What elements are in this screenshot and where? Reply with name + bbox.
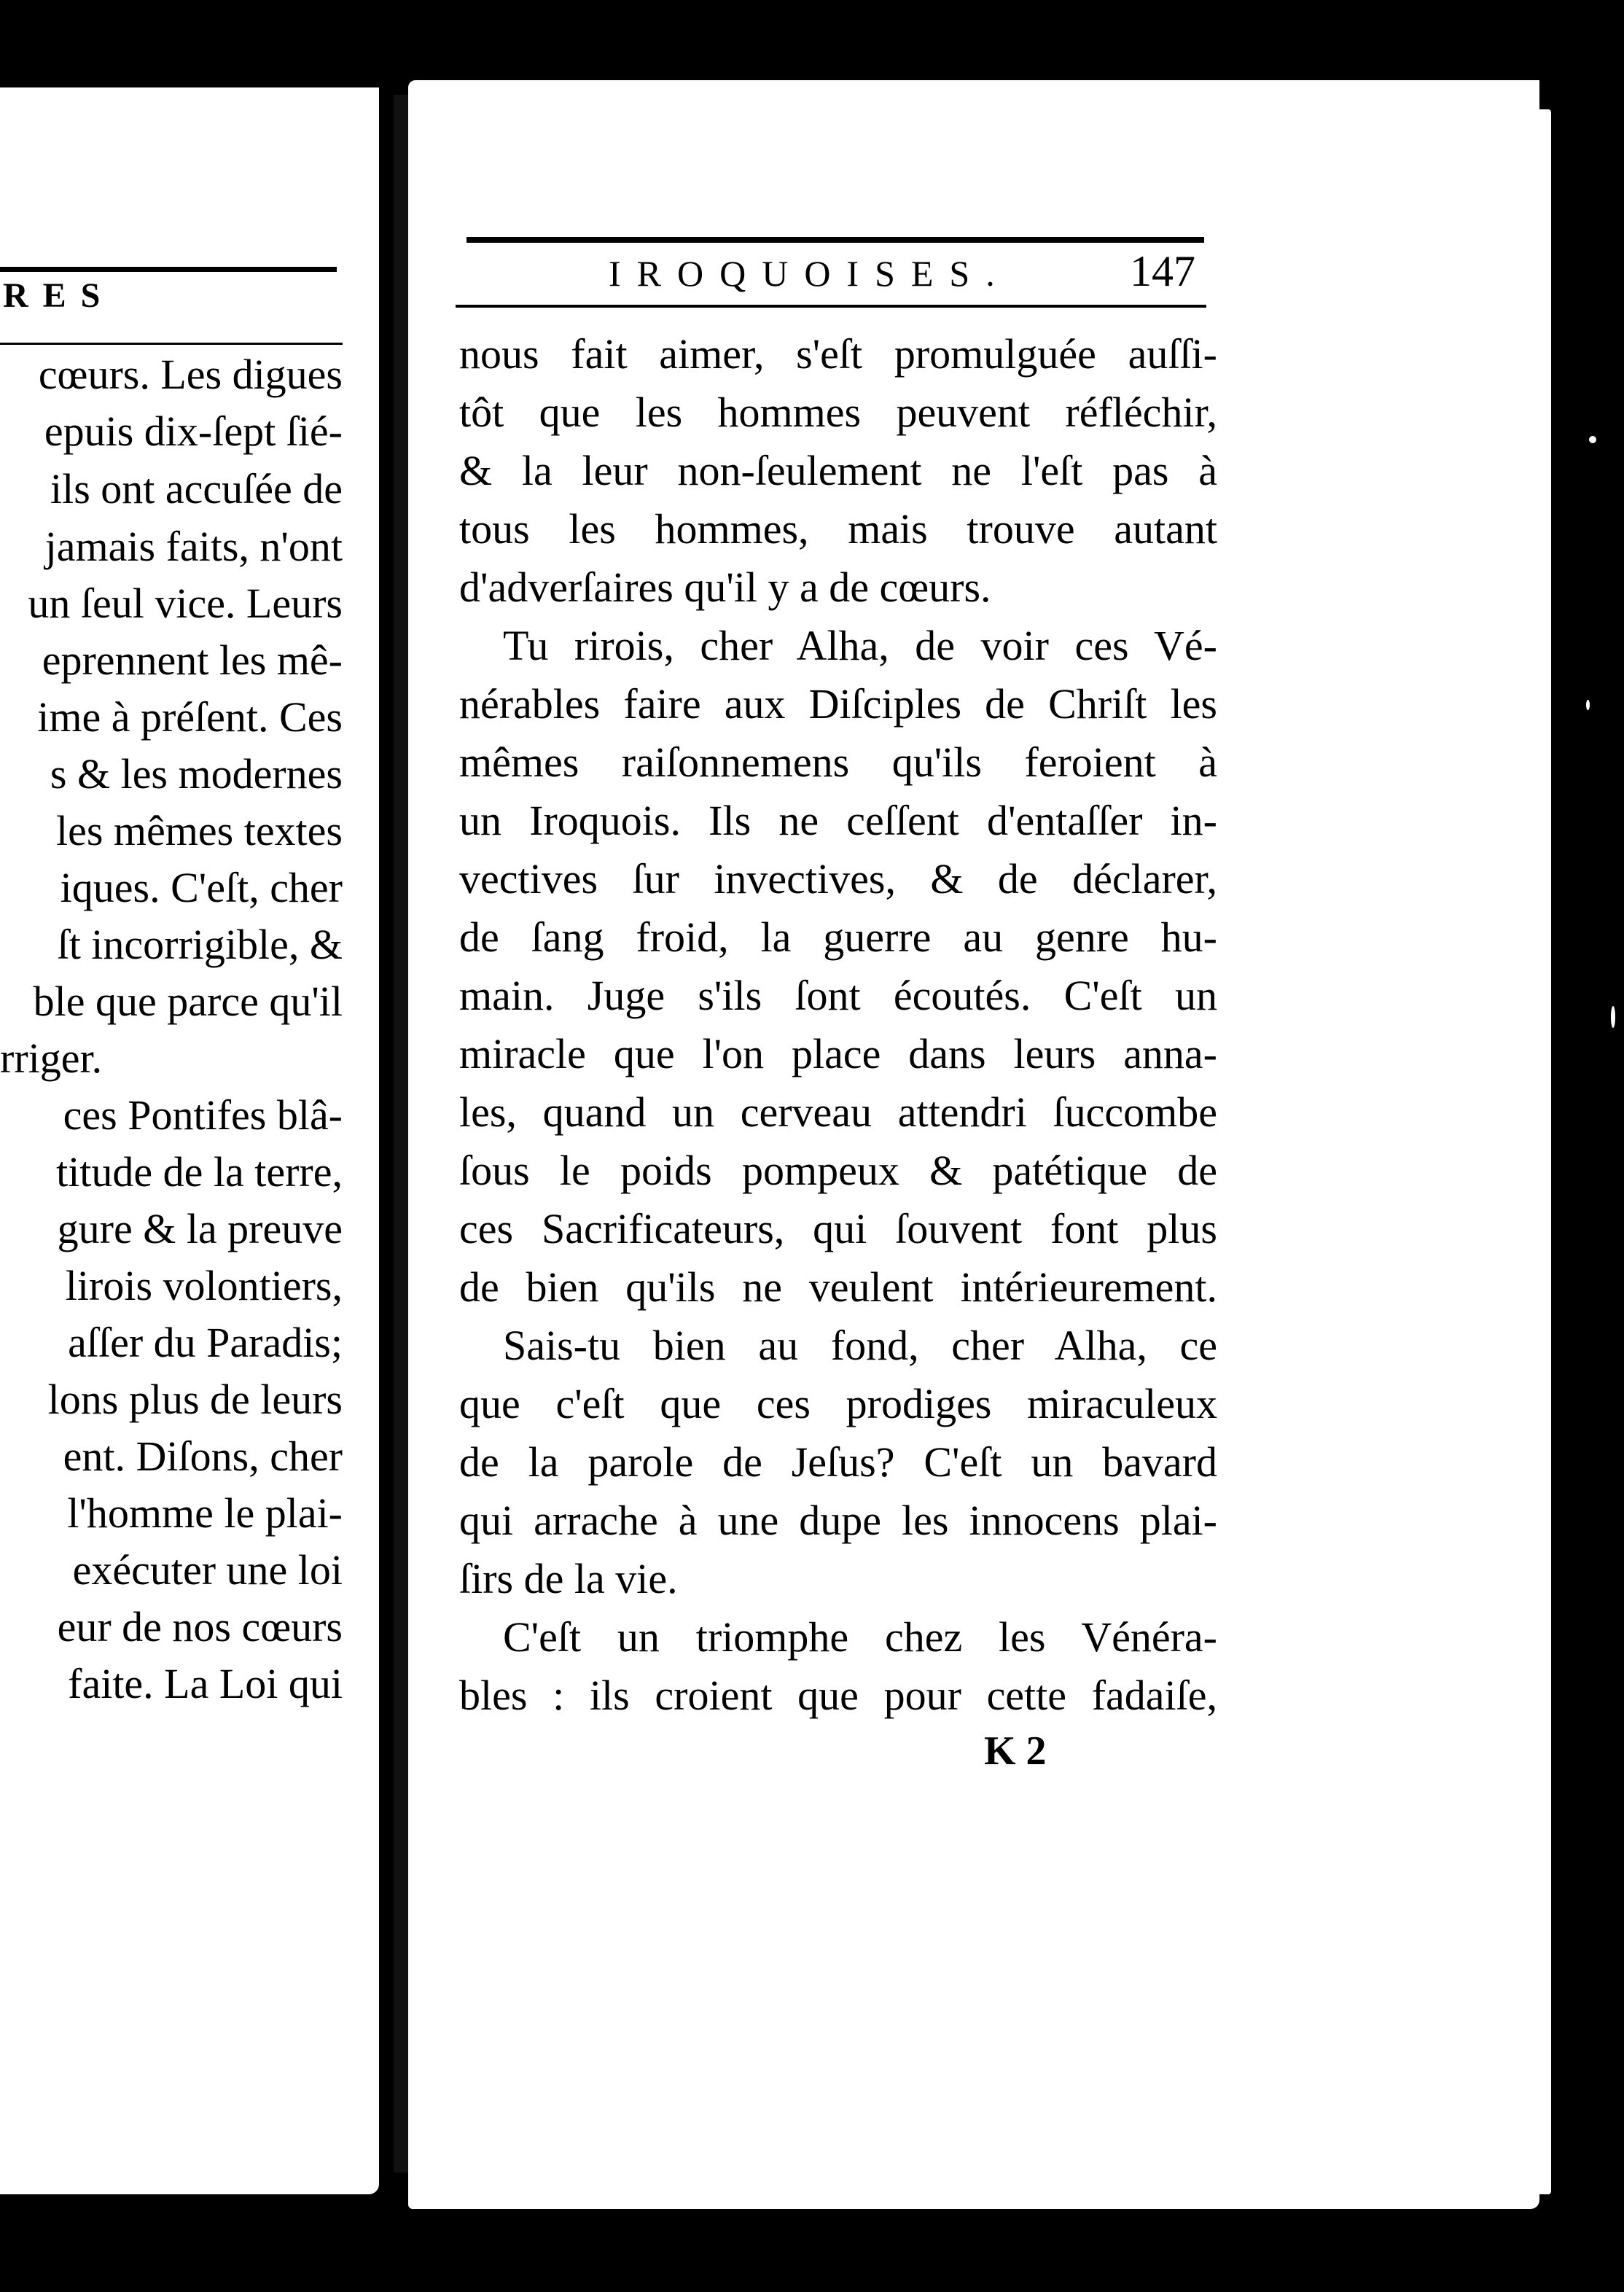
body-line: de la parole de Jeſus? C'eſt un bavard — [459, 1438, 1217, 1486]
left-running-head: RES — [3, 276, 115, 315]
left-line: exécuter une loi — [72, 1546, 343, 1594]
left-line: gure & la preuve — [57, 1205, 343, 1252]
left-line: lons plus de leurs — [47, 1376, 343, 1423]
left-line: ils ont accuſée de — [50, 465, 343, 512]
left-line: eprennent les mê- — [42, 636, 343, 684]
left-line: lirois volontiers, — [65, 1262, 343, 1309]
left-line: ſt incorrigible, & — [57, 921, 343, 968]
body-line: C'eſt un triomphe chez les Vénéra- — [503, 1613, 1217, 1661]
body-line: Sais-tu bien au fond, cher Alha, ce — [503, 1322, 1217, 1369]
left-line: cœurs. Les digues — [38, 351, 343, 398]
body-line: de ſang froid, la guerre au genre hu- — [459, 913, 1217, 961]
body-line: mêmes raiſonnemens qu'ils feroient à — [459, 738, 1217, 786]
scan-fleck — [1589, 436, 1596, 443]
body-line: miracle que l'on place dans leurs anna- — [459, 1030, 1217, 1077]
body-line: & la leur non-ſeulement ne l'eſt pas à — [459, 447, 1217, 494]
body-line: de bien qu'ils ne veulent intérieurement. — [459, 1263, 1217, 1311]
left-line: jamais faits, n'ont — [44, 523, 343, 570]
body-line: nous fait aimer, s'eſt promulguée auſſi- — [459, 330, 1217, 378]
signature-mark: K 2 — [984, 1728, 1047, 1774]
body-line: main. Juge s'ils ſont écoutés. C'eſt un — [459, 972, 1217, 1019]
left-line: ble que parce qu'il — [33, 978, 343, 1025]
page-edge — [1531, 109, 1551, 2194]
left-line: iques. C'eſt, cher — [60, 864, 343, 911]
left-line: aſſer du Paradis; — [68, 1319, 343, 1366]
body-line: bles : ils croient que pour cette fadaiſe, — [459, 1672, 1217, 1719]
page-number: 147 — [1130, 247, 1195, 295]
body-line: d'adverſaires qu'il y a de cœurs. — [459, 564, 991, 611]
body-line: un Iroquois. Ils ne ceſſent d'entaſſer in- — [459, 797, 1217, 844]
right-running-head: IROQUOISES. — [609, 253, 1011, 294]
left-line: ime à préſent. Ces — [37, 693, 343, 741]
left-line: eur de nos cœurs — [57, 1603, 343, 1650]
body-line: qui arrache à une dupe les innocens plai- — [459, 1497, 1217, 1544]
left-line: epuis dix-ſept ſié- — [44, 408, 343, 455]
left-line: s & les modernes — [50, 750, 343, 798]
left-header-underline — [0, 343, 343, 345]
left-line: rriger. — [0, 1034, 103, 1082]
left-line: les mêmes textes — [55, 807, 343, 854]
body-line: ſous le poids pompeux & patétique de — [459, 1147, 1217, 1194]
body-line: vectives ſur invectives, & de déclarer, — [459, 855, 1217, 903]
left-line: titude de la terre, — [56, 1148, 343, 1196]
left-page — [0, 87, 379, 2194]
left-line: l'homme le plai- — [67, 1489, 343, 1537]
scan-fleck — [1586, 700, 1590, 710]
left-line: faite. La Loi qui — [68, 1660, 343, 1707]
body-line: nérables faire aux Diſciples de Chriſt les — [459, 680, 1217, 728]
right-header-underline — [456, 305, 1206, 308]
body-line: ſirs de la vie. — [459, 1555, 678, 1602]
body-line: tous les hommes, mais trouve autant — [459, 505, 1217, 553]
body-line: tôt que les hommes peuvent réfléchir, — [459, 389, 1217, 436]
left-line: ces Pontifes blâ- — [63, 1091, 343, 1139]
scan-fleck — [1611, 1006, 1615, 1028]
left-header-rule — [0, 267, 337, 272]
body-line: les, quand un cerveau attendri ſuccombe — [459, 1088, 1217, 1136]
body-line: Tu rirois, cher Alha, de voir ces Vé- — [503, 622, 1217, 669]
left-line: un ſeul vice. Leurs — [28, 580, 343, 627]
right-header-rule — [466, 237, 1204, 243]
book-gutter — [394, 95, 410, 2172]
body-line: que c'eſt que ces prodiges miraculeux — [459, 1380, 1217, 1427]
body-line: ces Sacrificateurs, qui ſouvent font plus — [459, 1205, 1217, 1252]
left-line: ent. Diſons, cher — [63, 1432, 343, 1480]
